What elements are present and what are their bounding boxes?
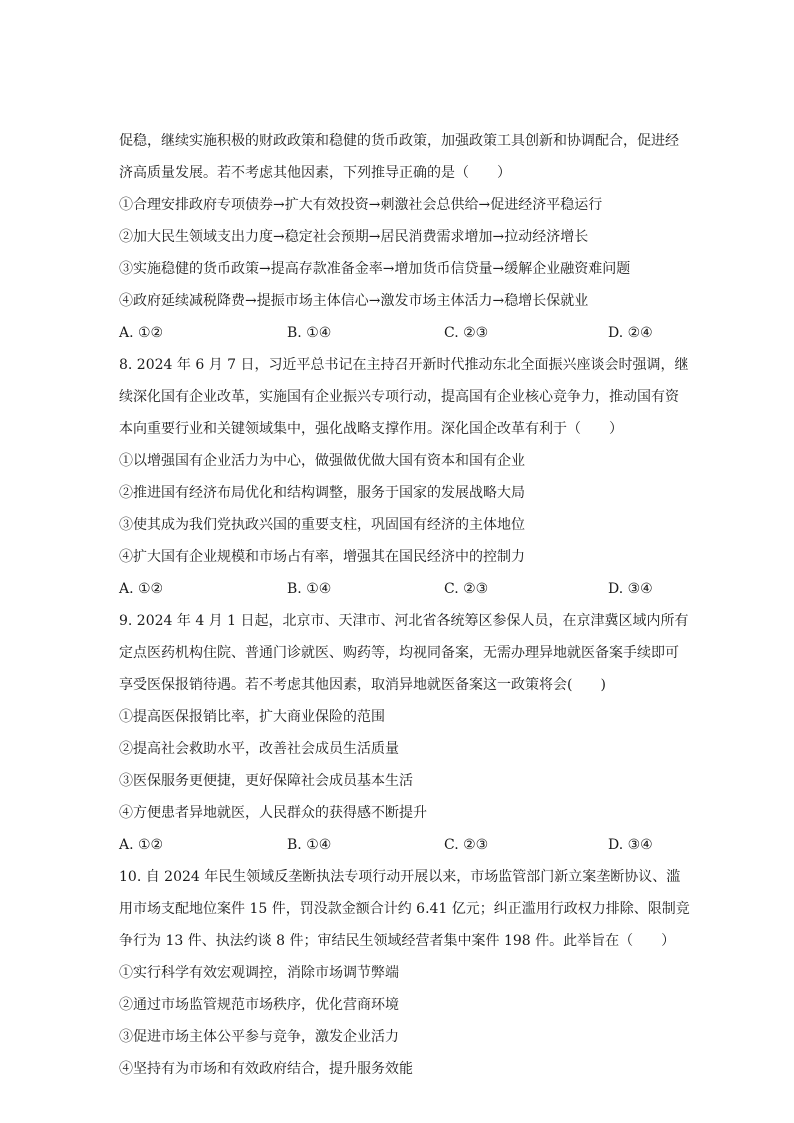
option-4: ④扩大国有企业规模和市场占有率，增强其在国民经济中的控制力 xyxy=(119,549,525,565)
option-2: ②加大民生领域支出力度→稳定社会预期→居民消费需求增加→拉动经济增长 xyxy=(119,229,589,245)
answer-c: C. ②③ xyxy=(444,325,489,341)
option-2: ②通过市场监管规范市场秩序，优化营商环境 xyxy=(119,997,399,1013)
option-1: ①提高医保报销比率，扩大商业保险的范围 xyxy=(119,709,385,725)
option-4: ④方便患者异地就医，人民群众的获得感不断提升 xyxy=(119,805,427,821)
answer-choices xyxy=(119,836,679,854)
option-1: ①以增强国有企业活力为中心，做强做优做大国有资本和国有企业 xyxy=(119,453,525,469)
answer-a: A. ①② xyxy=(119,837,164,853)
option-2: ②推进国有经济布局优化和结构调整，服务于国家的发展战略大局 xyxy=(119,485,525,501)
question-stem-line: 济高质量发展。若不考虑其他因素，下列推导正确的是（ ） xyxy=(119,165,511,181)
answer-b: B. ①④ xyxy=(287,837,332,853)
answer-b: B. ①④ xyxy=(287,581,332,597)
question-stem-line: 享受医保报销待遇。若不考虑其他因素，取消异地就医备案这一政策将会( ) xyxy=(119,677,606,693)
answer-d: D. ③④ xyxy=(608,581,653,597)
option-4: ④政府延续减税降费→提振市场主体信心→激发市场主体活力→稳增长保就业 xyxy=(119,293,589,309)
question-stem-line: 定点医药机构住院、普通门诊就医、购药等，均视同备案，无需办理异地就医备案手续即可 xyxy=(119,645,679,661)
option-4: ④坚持有为市场和有效政府结合，提升服务效能 xyxy=(119,1061,413,1077)
question-stem-line: 10. 自 2024 年民生领域反垄断执法专项行动开展以来，市场监管部门新立案垄断协议、滥 xyxy=(119,869,681,885)
answer-a: A. ①② xyxy=(119,581,164,597)
option-1: ①实行科学有效宏观调控，消除市场调节弊端 xyxy=(119,965,399,981)
answer-d: D. ②④ xyxy=(608,325,653,341)
option-1: ①合理安排政府专项债券→扩大有效投资→刺激社会总供给→促进经济平稳运行 xyxy=(119,197,603,213)
answer-choices xyxy=(119,324,679,342)
question-stem-line: 8. 2024 年 6 月 7 日，习近平总书记在主持召开新时代推动东北全面振兴座谈会时强调，继 xyxy=(119,357,689,373)
answer-c: C. ②③ xyxy=(444,837,489,853)
option-3: ③实施稳健的货币政策→提高存款准备金率→增加货币信贷量→缓解企业融资难问题 xyxy=(119,261,631,277)
question-stem-line: 争行为 13 件、执法约谈 8 件；审结民生领域经营者集中案件 198 件。此举旨在（ ） xyxy=(119,933,676,949)
question-stem-line: 促稳，继续实施积极的财政政策和稳健的货币政策，加强政策工具创新和协调配合，促进经 xyxy=(119,133,679,149)
question-stem-line: 9. 2024 年 4 月 1 日起，北京市、天津市、河北省各统筹区参保人员，在京津冀区域内所有 xyxy=(119,613,689,629)
option-3: ③医保服务更便捷，更好保障社会成员基本生活 xyxy=(119,773,413,789)
question-stem-line: 用市场支配地位案件 15 件，罚没款金额合计约 6.41 亿元；纠正滥用行政权力排除、限制竞 xyxy=(119,901,690,917)
question-stem-line: 续深化国有企业改革，实施国有企业振兴专项行动，提高国有企业核心竞争力，推动国有资 xyxy=(119,389,679,405)
question-stem-line: 本向重要行业和关键领域集中，强化战略支撑作用。深化国企改革有利于（ ） xyxy=(119,421,623,437)
answer-a: A. ①② xyxy=(119,325,164,341)
answer-c: C. ②③ xyxy=(444,581,489,597)
answer-choices xyxy=(119,580,679,598)
option-3: ③促进市场主体公平参与竞争，激发企业活力 xyxy=(119,1029,399,1045)
option-2: ②提高社会救助水平，改善社会成员生活质量 xyxy=(119,741,399,757)
answer-d: D. ③④ xyxy=(608,837,653,853)
answer-b: B. ①④ xyxy=(287,325,332,341)
option-3: ③使其成为我们党执政兴国的重要支柱，巩固国有经济的主体地位 xyxy=(119,517,525,533)
